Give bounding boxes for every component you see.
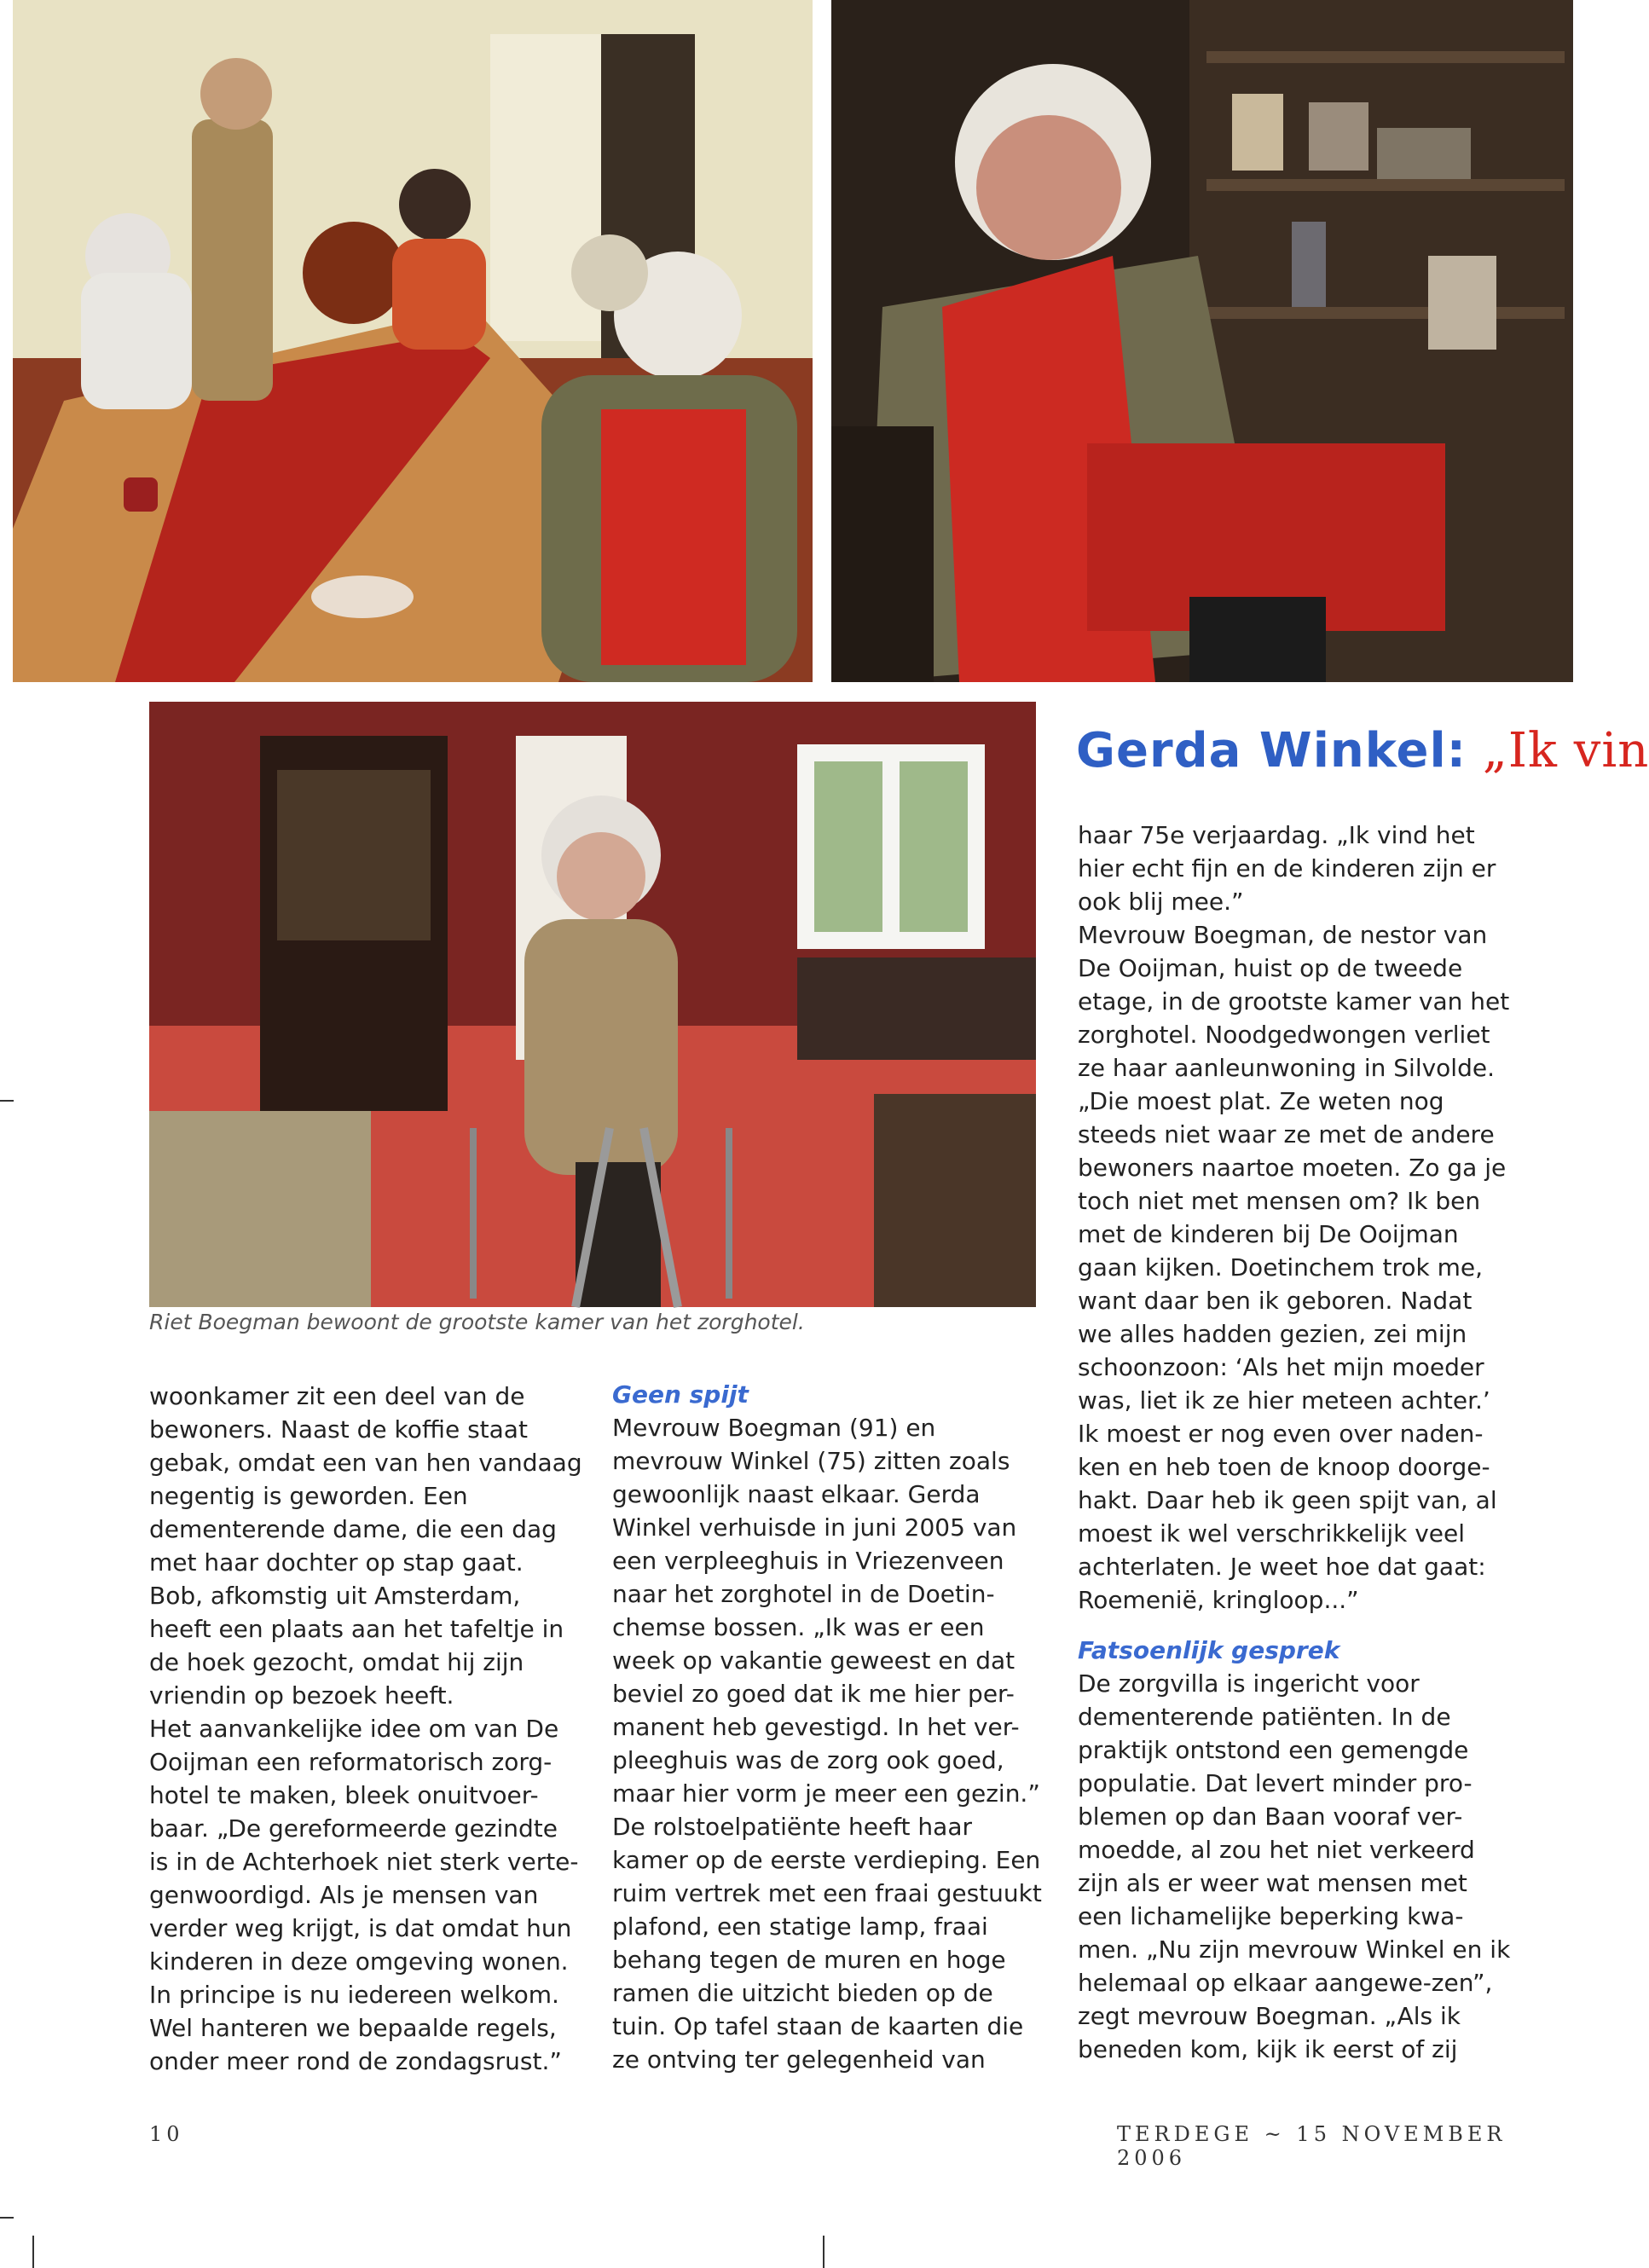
paragraph: woonkamer zit een deel van de bewoners. Naast de koffie staat gebak, omdat een van hen vandaag negentig is geworden. Een dementerende dame, die een dag met haar dochter op stap gaat. Bob, afkomstig uit Amsterdam, heeft een plaats aan het tafeltje in de hoek gezocht, omdat hij zijn vriendin op bezoek heeft. (149, 1382, 582, 1710)
headline-name: Gerda Winkel: (1076, 723, 1467, 778)
text-column-1 (149, 1380, 584, 2078)
paragraph: Mevrouw Boegman (91) en mevrouw Winkel (75) zitten zoals gewoonlijk naast elkaar. Gerda Winkel verhuisde in juni 2005 van een verpleeghuis in Vriezenveen naar het zorghotel in de Doetin-chemse bossen. „Ik was er een week op vakantie geweest en dat beviel zo goed dat ik me hier per-manent heb gevestigd. In het ver-pleeghuis was de zorg ook goed, maar hier vorm je meer een gezin.” De rolstoelpatiënte heeft haar kamer op de eerste verdieping. Een ruim vertrek met een fraai gestuukt plafond, een statige lamp, fraai behang tegen de muren en hoge ramen die uitzicht bieden op de tuin. Op tafel staan de kaarten die ze ontving ter gelegenheid van (612, 1414, 1042, 2074)
paragraph: De zorgvilla is ingericht voor dementerende patiënten. In de praktijk ontstond een gemengde populatie. Dat levert minder pro-blemen op dan Baan vooraf ver-moedde, al zou het niet verkeerd zijn als er weer wat mensen met een lichamelijke beperking kwa-men. „Nu zijn mevrouw Winkel en ik helemaal op elkaar aangewe-zen”, zegt mevrouw Boegman. „Als ik beneden kom, kijk ik eerst of zij (1078, 1669, 1511, 2063)
photo-group-at-table (13, 0, 813, 682)
headline (1076, 723, 1649, 778)
photo-woman-walker (149, 702, 1036, 1307)
publication-footer: TERDEGE ~ 15 NOVEMBER 2006 (1117, 2122, 1507, 2170)
page-number: 10 (149, 2122, 184, 2146)
paragraph: haar 75e verjaardag. „Ik vind het hier echt fijn en de kinderen zijn er ook blij mee.” (1078, 821, 1496, 916)
crop-mark (823, 2236, 824, 2268)
headline-quote: „Ik vin (1482, 723, 1649, 778)
subheading-fatsoenlijk-gesprek: Fatsoenlijk gesprek (1078, 1636, 1340, 1664)
text-column-3 (1078, 819, 1513, 2066)
photo-caption: Riet Boegman bewoont de grootste kamer van het zorghotel. (149, 1310, 805, 1334)
paragraph: Het aanvankelijke idee om van De Ooijman een reformatorisch zorg-hotel te maken, bleek onuitvoer-baar. „De gereformeerde gezindte is in de Achterhoek niet sterk verte-genwoordigd. Als je mensen van verder weg krijgt, is dat omdat hun kinderen in deze omgeving wonen. In principe is nu iedereen welkom. Wel hanteren we bepaalde regels, onder meer rond de zondagsrust.” (149, 1715, 579, 2075)
subheading-geen-spijt: Geen spijt (612, 1380, 749, 1409)
crop-mark (32, 2236, 34, 2268)
crop-mark (0, 2217, 14, 2219)
text-column-2 (612, 1378, 1047, 2076)
photo-woman-wheelchair (831, 0, 1573, 682)
paragraph: Mevrouw Boegman, de nestor van De Ooijman, huist op de tweede etage, in de grootste kamer van het zorghotel. Noodgedwongen verliet ze haar aanleunwoning in Silvolde. „Die moest plat. Ze weten nog steeds niet waar ze met de andere bewoners naartoe moeten. Zo ga je toch niet met mensen om? Ik ben met de kinderen bij De Ooijman gaan kijken. Doetinchem trok me, want daar ben ik geboren. Nadat we alles hadden gezien, zei mijn schoonzoon: ‘Als het mijn moeder was, liet ik ze hier meteen achter.’ Ik moest er nog even over naden-ken en heb toen de knoop doorge-hakt. Daar heb ik geen spijt van, al moest ik wel verschrikkelijk veel achterlaten. Je weet hoe dat gaat: Roemenië, kringloop...” (1078, 921, 1510, 1614)
crop-mark (0, 1100, 14, 1102)
